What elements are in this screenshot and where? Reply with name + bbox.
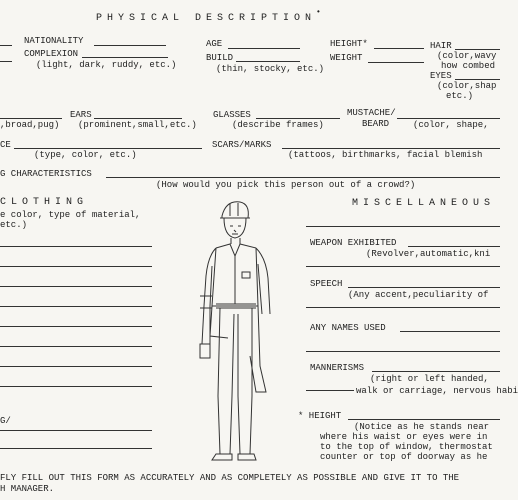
- footer-instructions: FLY FILL OUT THIS FORM AS ACCURATELY AND AS COMPLETELY AS POSSIBLE AND GIVE IT TO THE: [0, 473, 460, 483]
- nationality-label: NATIONALITY: [24, 36, 84, 46]
- mannerisms-label: MANNERISMS: [310, 363, 365, 373]
- clothing-line[interactable]: [0, 386, 152, 387]
- clothing-line[interactable]: [0, 266, 152, 267]
- eyes-hint-1: (color,shap: [437, 81, 497, 91]
- mannerisms-hint-2: walk or carriage, nervous habi: [356, 386, 518, 396]
- ears-hint: (prominent,small,etc.): [78, 120, 197, 130]
- hair-hint-1: (color,wavy: [437, 51, 497, 61]
- clothing-hint-1: e color, type of material,: [0, 210, 141, 220]
- height-note-2: where his waist or eyes were in: [320, 432, 488, 442]
- hair-label: HAIR: [430, 41, 452, 51]
- build-hint: (thin, stocky, etc.): [216, 64, 325, 74]
- eyes-label: EYES: [430, 71, 452, 81]
- hair-hint-2: how combed: [441, 61, 496, 71]
- nationality-field[interactable]: [94, 45, 166, 46]
- beard-label: BEARD: [362, 119, 390, 129]
- misc-line[interactable]: [306, 226, 500, 227]
- nose-field[interactable]: [0, 118, 62, 119]
- height-field[interactable]: [374, 48, 424, 49]
- glasses-label: GLASSES: [213, 110, 251, 120]
- scars-label: SCARS/MARKS: [212, 140, 272, 150]
- mustache-hint: (color, shape,: [413, 120, 489, 130]
- mannerisms-field[interactable]: [372, 371, 500, 372]
- nose-hint: ,broad,pug): [0, 120, 60, 130]
- footwear-line[interactable]: [0, 430, 152, 431]
- ears-field[interactable]: [94, 118, 182, 119]
- complexion-hint: (light, dark, ruddy, etc.): [36, 60, 177, 70]
- page-title: PHYSICAL DESCRIPTION: [96, 13, 317, 24]
- scars-field[interactable]: [282, 148, 500, 149]
- distinguishing-field[interactable]: [106, 177, 500, 178]
- face-field[interactable]: [14, 148, 202, 149]
- person-figure-illustration: [186, 196, 286, 468]
- footwear-line[interactable]: [0, 448, 152, 449]
- distinguishing-hint: (How would you pick this person out of a crowd?): [156, 180, 416, 190]
- names-label: ANY NAMES USED: [310, 323, 386, 333]
- field-line[interactable]: [0, 61, 12, 62]
- ears-label: EARS: [70, 110, 92, 120]
- clothing-hint-2: etc.): [0, 220, 28, 230]
- eyes-hint-2: etc.): [446, 91, 474, 101]
- face-hint: (type, color, etc.): [34, 150, 137, 160]
- clothing-line[interactable]: [0, 306, 152, 307]
- build-field[interactable]: [236, 61, 300, 62]
- build-label: BUILD: [206, 53, 234, 63]
- weapon-hint: (Revolver,automatic,kni: [366, 249, 491, 259]
- footwear-label: G/: [0, 416, 11, 426]
- weapon-field[interactable]: [408, 246, 500, 247]
- face-label: CE: [0, 140, 11, 150]
- glasses-field[interactable]: [256, 118, 340, 119]
- mustache-label: MUSTACHE/: [347, 108, 396, 118]
- mustache-field[interactable]: [397, 118, 500, 119]
- misc-title: MISCELLANEOUS: [352, 198, 496, 209]
- height-note-1: (Notice as he stands near: [354, 422, 490, 432]
- weight-label: WEIGHT: [330, 53, 363, 63]
- names-field[interactable]: [400, 331, 500, 332]
- height-note-4: counter or top of doorway as he: [320, 452, 488, 462]
- clothing-line[interactable]: [0, 326, 152, 327]
- distinguishing-label: G CHARACTERISTICS: [0, 169, 92, 179]
- field-line[interactable]: [0, 45, 12, 46]
- misc-line[interactable]: [306, 266, 500, 267]
- mark: •: [316, 8, 321, 17]
- weapon-label: WEAPON EXHIBITED: [310, 238, 397, 248]
- height-notice-field[interactable]: [348, 419, 500, 420]
- glasses-hint: (describe frames): [232, 120, 324, 130]
- misc-line[interactable]: [306, 351, 500, 352]
- scars-hint: (tattoos, birthmarks, facial blemish: [288, 150, 483, 160]
- clothing-line[interactable]: [0, 366, 152, 367]
- clothing-line[interactable]: [0, 346, 152, 347]
- misc-line[interactable]: [306, 307, 500, 308]
- complexion-field[interactable]: [82, 57, 168, 58]
- speech-label: SPEECH: [310, 279, 343, 289]
- weight-field[interactable]: [368, 62, 424, 63]
- speech-hint: (Any accent,peculiarity of: [348, 290, 489, 300]
- complexion-label: COMPLEXION: [24, 49, 79, 59]
- mannerisms-line[interactable]: [306, 390, 354, 391]
- age-field[interactable]: [228, 48, 300, 49]
- age-label: AGE: [206, 39, 223, 49]
- height-note-3: to the top of window, thermostat: [320, 442, 493, 452]
- clothing-line[interactable]: [0, 286, 152, 287]
- mannerisms-hint-1: (right or left handed,: [370, 374, 489, 384]
- clothing-line[interactable]: [0, 246, 152, 247]
- height-notice-label: * HEIGHT: [298, 411, 342, 421]
- hair-field[interactable]: [455, 49, 500, 50]
- footer-instructions-2: H MANAGER.: [0, 484, 55, 494]
- speech-field[interactable]: [348, 287, 500, 288]
- height-label: HEIGHT*: [330, 39, 368, 49]
- clothing-title: CLOTHING: [0, 197, 89, 208]
- eyes-field[interactable]: [455, 79, 500, 80]
